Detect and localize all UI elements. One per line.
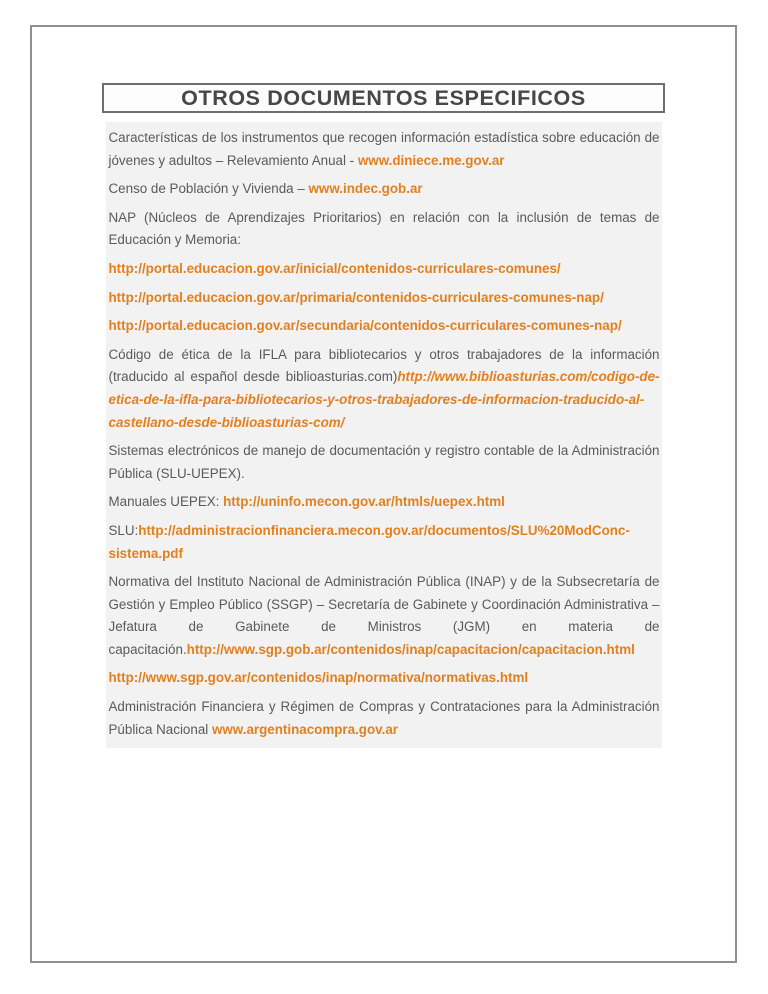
paragraph-text: Normativa del Instituto Nacional de Administración Pública (INAP) y de la Subsecretaría de Gestión y Empleo Público (SSGP) – Secretaría de Gabinete y Coordinación Administrativa – Jefatura de Gabinete de Ministros (JGM) en materia de capacitación. <box>108 574 660 657</box>
hyperlink[interactable]: http://portal.educacion.gov.ar/primaria/contenidos-curriculares-comunes-nap/ <box>108 289 604 305</box>
paragraph <box>109 571 660 661</box>
document-body <box>106 122 662 748</box>
paragraph-text: Sistemas electrónicos de manejo de documentación y registro contable de la Administración Pública (SLU-UEPEX). <box>108 443 660 481</box>
paragraph <box>109 127 660 172</box>
paragraph <box>109 667 660 690</box>
paragraph <box>109 491 660 514</box>
title-box <box>102 83 665 113</box>
paragraph-text: Censo de Población y Vivienda – <box>108 181 309 197</box>
paragraph <box>109 696 660 741</box>
paragraph-text: Código de ética de la IFLA para bibliotecarios y otros trabajadores de la información (traducido al español desde biblioasturias.com) <box>108 346 660 385</box>
paragraph <box>109 315 660 338</box>
hyperlink[interactable]: www.argentinacompra.gov.ar <box>211 721 398 737</box>
hyperlink[interactable]: www.indec.gob.ar <box>308 181 423 197</box>
page-frame <box>30 25 737 963</box>
paragraph-text: Manuales UEPEX: <box>108 494 224 510</box>
paragraph <box>109 287 660 310</box>
paragraph <box>109 520 660 565</box>
hyperlink[interactable]: http://portal.educacion.gov.ar/inicial/contenidos-curriculares-comunes/ <box>108 260 561 276</box>
paragraph-text: Características de los instrumentos que recogen información estadística sobre educación de jóvenes y adultos – Relevamiento Anual - <box>108 130 660 168</box>
hyperlink[interactable]: http://www.biblioasturias.com/codigo-de-etica-de-la-ifla-para-bibliotecarios-y-otros-trabajadores-de-informacion-traducido-al-castellano-desde-biblioasturias-com/ <box>108 369 660 430</box>
paragraph <box>109 258 660 281</box>
paragraph-text: NAP (Núcleos de Aprendizajes Prioritarios) en relación con la inclusión de temas de Educación y Memoria: <box>108 209 660 248</box>
paragraph-text: SLU: <box>108 522 139 538</box>
hyperlink[interactable]: http://www.sgp.gob.ar/contenidos/inap/capacitacion/capacitacion.html <box>186 641 635 657</box>
hyperlink[interactable]: http://administracionfinanciera.mecon.gov.ar/documentos/SLU%20ModConc-sistema.pdf <box>108 522 630 561</box>
hyperlink[interactable]: www.diniece.me.gov.ar <box>357 152 505 168</box>
paragraph-text: Administración Financiera y Régimen de Compras y Contrataciones para la Administración Pública Nacional <box>108 699 660 737</box>
hyperlink[interactable]: http://portal.educacion.gov.ar/secundaria/contenidos-curriculares-comunes-nap/ <box>108 318 622 334</box>
paragraph <box>109 207 660 252</box>
paragraph <box>109 440 660 485</box>
paragraph <box>109 344 660 434</box>
hyperlink[interactable]: http://www.sgp.gov.ar/contenidos/inap/normativa/normativas.html <box>108 670 529 686</box>
page-title: OTROS DOCUMENTOS ESPECIFICOS <box>181 86 586 110</box>
hyperlink[interactable]: http://uninfo.mecon.gov.ar/htmls/uepex.html <box>223 494 505 510</box>
paragraph <box>109 178 660 201</box>
